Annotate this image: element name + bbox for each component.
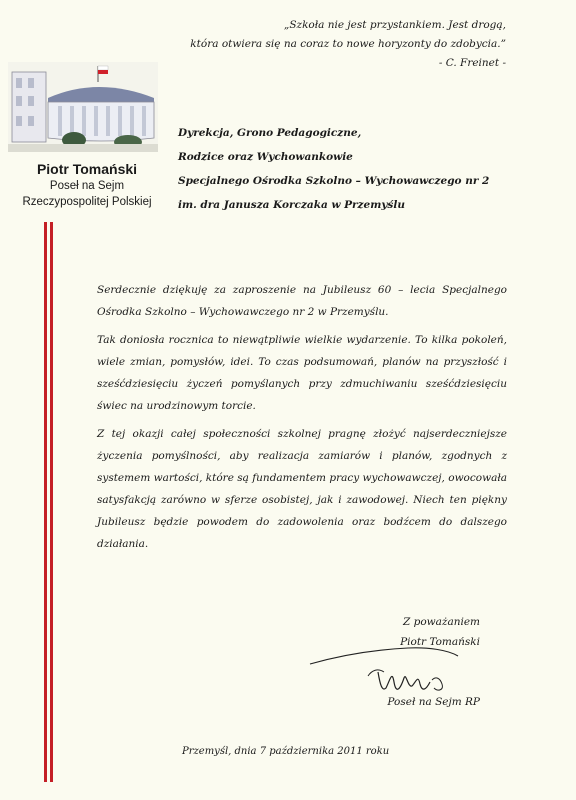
closing-greeting: Z poważaniem: [402, 616, 480, 628]
sender-role-line-2: Rzeczypospolitej Polskiej: [22, 196, 152, 208]
quote-author: - C. Freinet -: [438, 57, 506, 69]
recipient-line-3: Specjalnego Ośrodka Szkolno – Wychowawczego nr 2: [178, 175, 490, 187]
red-stripe-right: [50, 222, 53, 782]
quote-line-2: która otwiera się na coraz to nowe horyzonty do zdobycia.”: [190, 38, 506, 50]
red-stripe-left: [44, 222, 47, 782]
letter-body: [97, 279, 507, 561]
recipient-line-2: Rodzice oraz Wychowankowie: [178, 151, 353, 163]
body-paragraph-1: Serdecznie dziękuję za zaproszenie na Jubileusz 60 – lecia Specjalnego Ośrodka Szkolno – Wychowawczego nr 2 w Przemyślu.: [97, 284, 507, 318]
recipient-line-4: im. dra Janusza Korczaka w Przemyślu: [178, 199, 405, 211]
sender-block: [2, 160, 172, 210]
sender-role-line-1: Poseł na Sejm: [49, 180, 125, 192]
closing-title: Poseł na Sejm RP: [387, 696, 480, 708]
body-paragraph-3: Z tej okazji całej społeczności szkolnej pragnę złożyć najserdeczniejsze życzenia pomyślności, aby realizacja zamiarów i planów, zgodnych z systemem wartości, które są fundamentem pracy wychowawczej, owocowała satysfakcją zarówno w sferze osobistej, jak i zawodowej. Niech ten piękny Jubileusz będzie powodem do zadowolenia oraz bodźcem do dalszego działania.: [97, 428, 507, 550]
closing-name: Piotr Tomański: [400, 636, 480, 648]
date-line: Przemyśl, dnia 7 października 2011 roku: [182, 746, 390, 757]
recipient-line-1: Dyrekcja, Grono Pedagogiczne,: [178, 127, 362, 139]
epigraph-quote: [190, 16, 506, 73]
quote-line-1: „Szkoła nie jest przystankiem. Jest drogą,: [283, 19, 506, 31]
recipients-block: [178, 121, 508, 217]
body-paragraph-2: Tak doniosła rocznica to niewątpliwie wielkie wydarzenie. To kilka pokoleń, wiele zmian, pomysłów, idei. To czas podsumowań, planów na przyszłość i sześćdziesięciu życzeń pomyślanych przy zdmuchiwaniu sześćdziesięciu świec na urodzinowym torcie.: [97, 334, 507, 412]
sejm-building-logo: [8, 62, 158, 152]
closing-title-block: [320, 692, 480, 712]
sender-name: Piotr Tomański: [36, 161, 138, 177]
